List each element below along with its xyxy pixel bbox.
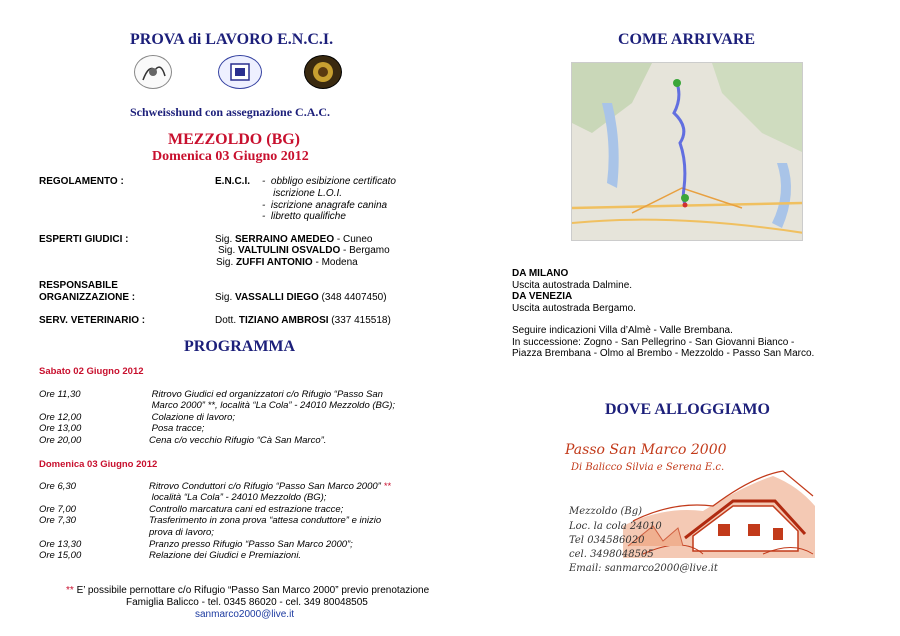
event-date: Domenica 03 Giugno 2012 xyxy=(152,149,309,164)
milano-label: DA MILANO xyxy=(512,268,569,279)
lodging-owners: Di Balicco Silvia e Serena E.c. xyxy=(571,462,725,473)
directions-line: In successione: Zogno - San Pellegrino - San Giovanni Bianco - xyxy=(512,337,795,348)
veterinario-entry: Dott. TIZIANO AMBROSI (337 415518) xyxy=(215,315,391,326)
regolamento-label: REGOLAMENTO : xyxy=(39,176,124,187)
schedule-line: località “La Cola” - 24010 Mezzoldo (BG); xyxy=(149,492,327,503)
schedule-line: Ore 13,00 Posa tracce; xyxy=(39,423,205,434)
schedule-line: Ore 11,30 Ritrovo Giudici ed organizzatori c/o Rifugio “Passo San xyxy=(39,389,383,400)
association-logo-left xyxy=(134,55,172,89)
schedule-line: Ore 20,00 Cena c/o vecchio Rifugio “Cà San Marco”. xyxy=(39,435,327,446)
enci-logo xyxy=(218,55,262,89)
venezia-label: DA VENEZIA xyxy=(512,291,573,302)
club-logo-right xyxy=(304,55,342,89)
lodging-mobile: cel. 3498048505 xyxy=(569,549,654,560)
lodging-email[interactable]: Email: sanmarco2000@live.it xyxy=(569,563,718,574)
email-link[interactable]: sanmarco2000@live.it xyxy=(195,609,295,620)
domenica-heading: Domenica 03 Giugno 2012 xyxy=(39,459,158,470)
lodging-address: Loc. la cola 24010 xyxy=(569,521,662,532)
event-location: MEZZOLDO (BG) xyxy=(168,131,301,148)
judge-entry: Sig. SERRAINO AMEDEO - Cuneo xyxy=(215,234,373,245)
responsabile-entry: Sig. VASSALLI DIEGO (348 4407450) xyxy=(215,292,387,303)
schedule-line: prova di lavoro; xyxy=(149,527,214,538)
milano-text: Uscita autostrada Dalmine. xyxy=(512,280,633,291)
schedule-line: Ore 6,30 Ritrovo Conduttori c/o Rifugio “Passo San Marco 2000” ** xyxy=(39,481,391,492)
lodging-phone: Tel 034586020 xyxy=(569,535,645,546)
lodging-city: Mezzoldo (Bg) xyxy=(569,506,643,517)
schedule-line: Ore 12,00 Colazione di lavoro; xyxy=(39,412,236,423)
esperti-label: ESPERTI GIUDICI : xyxy=(39,234,129,245)
regolamento-item: iscrizione L.O.I. xyxy=(273,188,343,199)
directions-line: Piazza Brembana - Olmo al Brembo - Mezzoldo - Passo San Marco. xyxy=(512,348,815,359)
schedule-line: Ore 13,30 Pranzo presso Rifugio “Passo San Marco 2000”; xyxy=(39,539,353,550)
page-title: PROVA di LAVORO E.N.C.I. xyxy=(130,31,334,48)
dove-alloggiamo-title: DOVE ALLOGGIAMO xyxy=(605,401,770,418)
contact-line: Famiglia Balicco - tel. 0345 86020 - cel. 349 80048505 xyxy=(126,597,368,608)
subtitle: Schweisshund con assegnazione C.A.C. xyxy=(130,105,331,119)
veterinario-label: SERV. VETERINARIO : xyxy=(39,315,146,326)
lodging-card xyxy=(565,432,815,577)
schedule-line: Ore 7,00 Controllo marcatura cani ed estrazione tracce; xyxy=(39,504,344,515)
schedule-line: Marco 2000” **, località “La Cola” - 24010 Mezzoldo (BG); xyxy=(149,400,396,411)
venezia-text: Uscita autostrada Bergamo. xyxy=(512,303,636,314)
programma-title: PROGRAMMA xyxy=(184,338,296,355)
refuge-sketch-image xyxy=(623,466,815,558)
schedule-line: Ore 15,00 Relazione dei Giudici e Premiazioni. xyxy=(39,550,302,561)
regolamento-org: E.N.C.I. xyxy=(215,176,251,187)
lodging-note: ** E’ possibile pernottare c/o Rifugio “Passo San Marco 2000” previo prenotazione xyxy=(66,585,430,596)
organizzazione-label: ORGANIZZAZIONE : xyxy=(39,292,136,303)
regolamento-item: - obbligo esibizione certificato xyxy=(262,176,396,187)
route-map xyxy=(571,62,803,241)
regolamento-item: - libretto qualifiche xyxy=(262,211,346,222)
judge-entry: Sig. ZUFFI ANTONIO - Modena xyxy=(216,257,358,268)
responsabile-label: RESPONSABILE xyxy=(39,280,118,291)
judge-entry: Sig. VALTULINI OSVALDO - Bergamo xyxy=(218,245,390,256)
lodging-name: Passo San Marco 2000 xyxy=(565,442,727,458)
regolamento-item: - iscrizione anagrafe canina xyxy=(262,200,388,211)
sabato-heading: Sabato 02 Giugno 2012 xyxy=(39,366,144,377)
directions-line: Seguire indicazioni Villa d’Almè - Valle Brembana. xyxy=(512,325,733,336)
come-arrivare-title: COME ARRIVARE xyxy=(618,31,756,48)
schedule-line: Ore 7,30 Trasferimento in zona prova “attesa conduttore” e inizio xyxy=(39,515,382,526)
